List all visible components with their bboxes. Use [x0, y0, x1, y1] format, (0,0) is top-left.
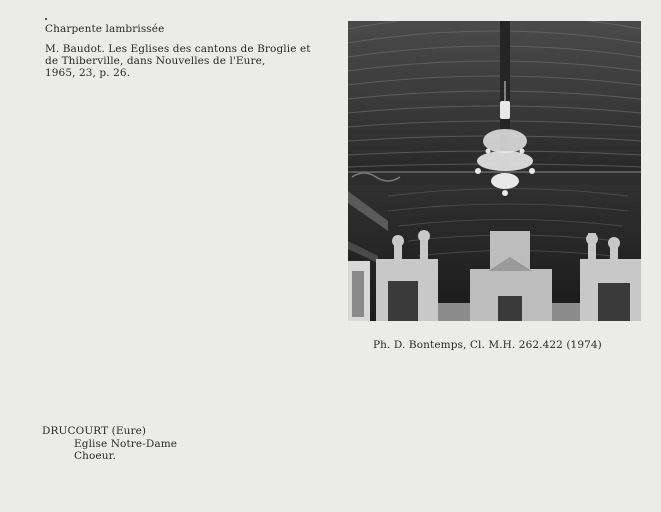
card-title: Charpente lambrissée [45, 23, 165, 35]
photo-credit: Ph. D. Bontemps, Cl. M.H. 262.422 (1974) [373, 339, 602, 351]
location-part: Choeur. [74, 450, 116, 462]
reference-line-2: de Thiberville, dans Nouvelles de l'Eure, [45, 55, 266, 67]
ink-dot [45, 18, 47, 20]
location-place: DRUCOURT (Eure) [42, 425, 147, 437]
reference-line-3: 1965, 23, p. 26. [45, 67, 131, 79]
location-building: Eglise Notre-Dame [74, 438, 178, 450]
ceiling-photograph [348, 21, 641, 321]
reference-line-1: M. Baudot. Les Eglises des cantons de Broglie et [45, 43, 311, 55]
